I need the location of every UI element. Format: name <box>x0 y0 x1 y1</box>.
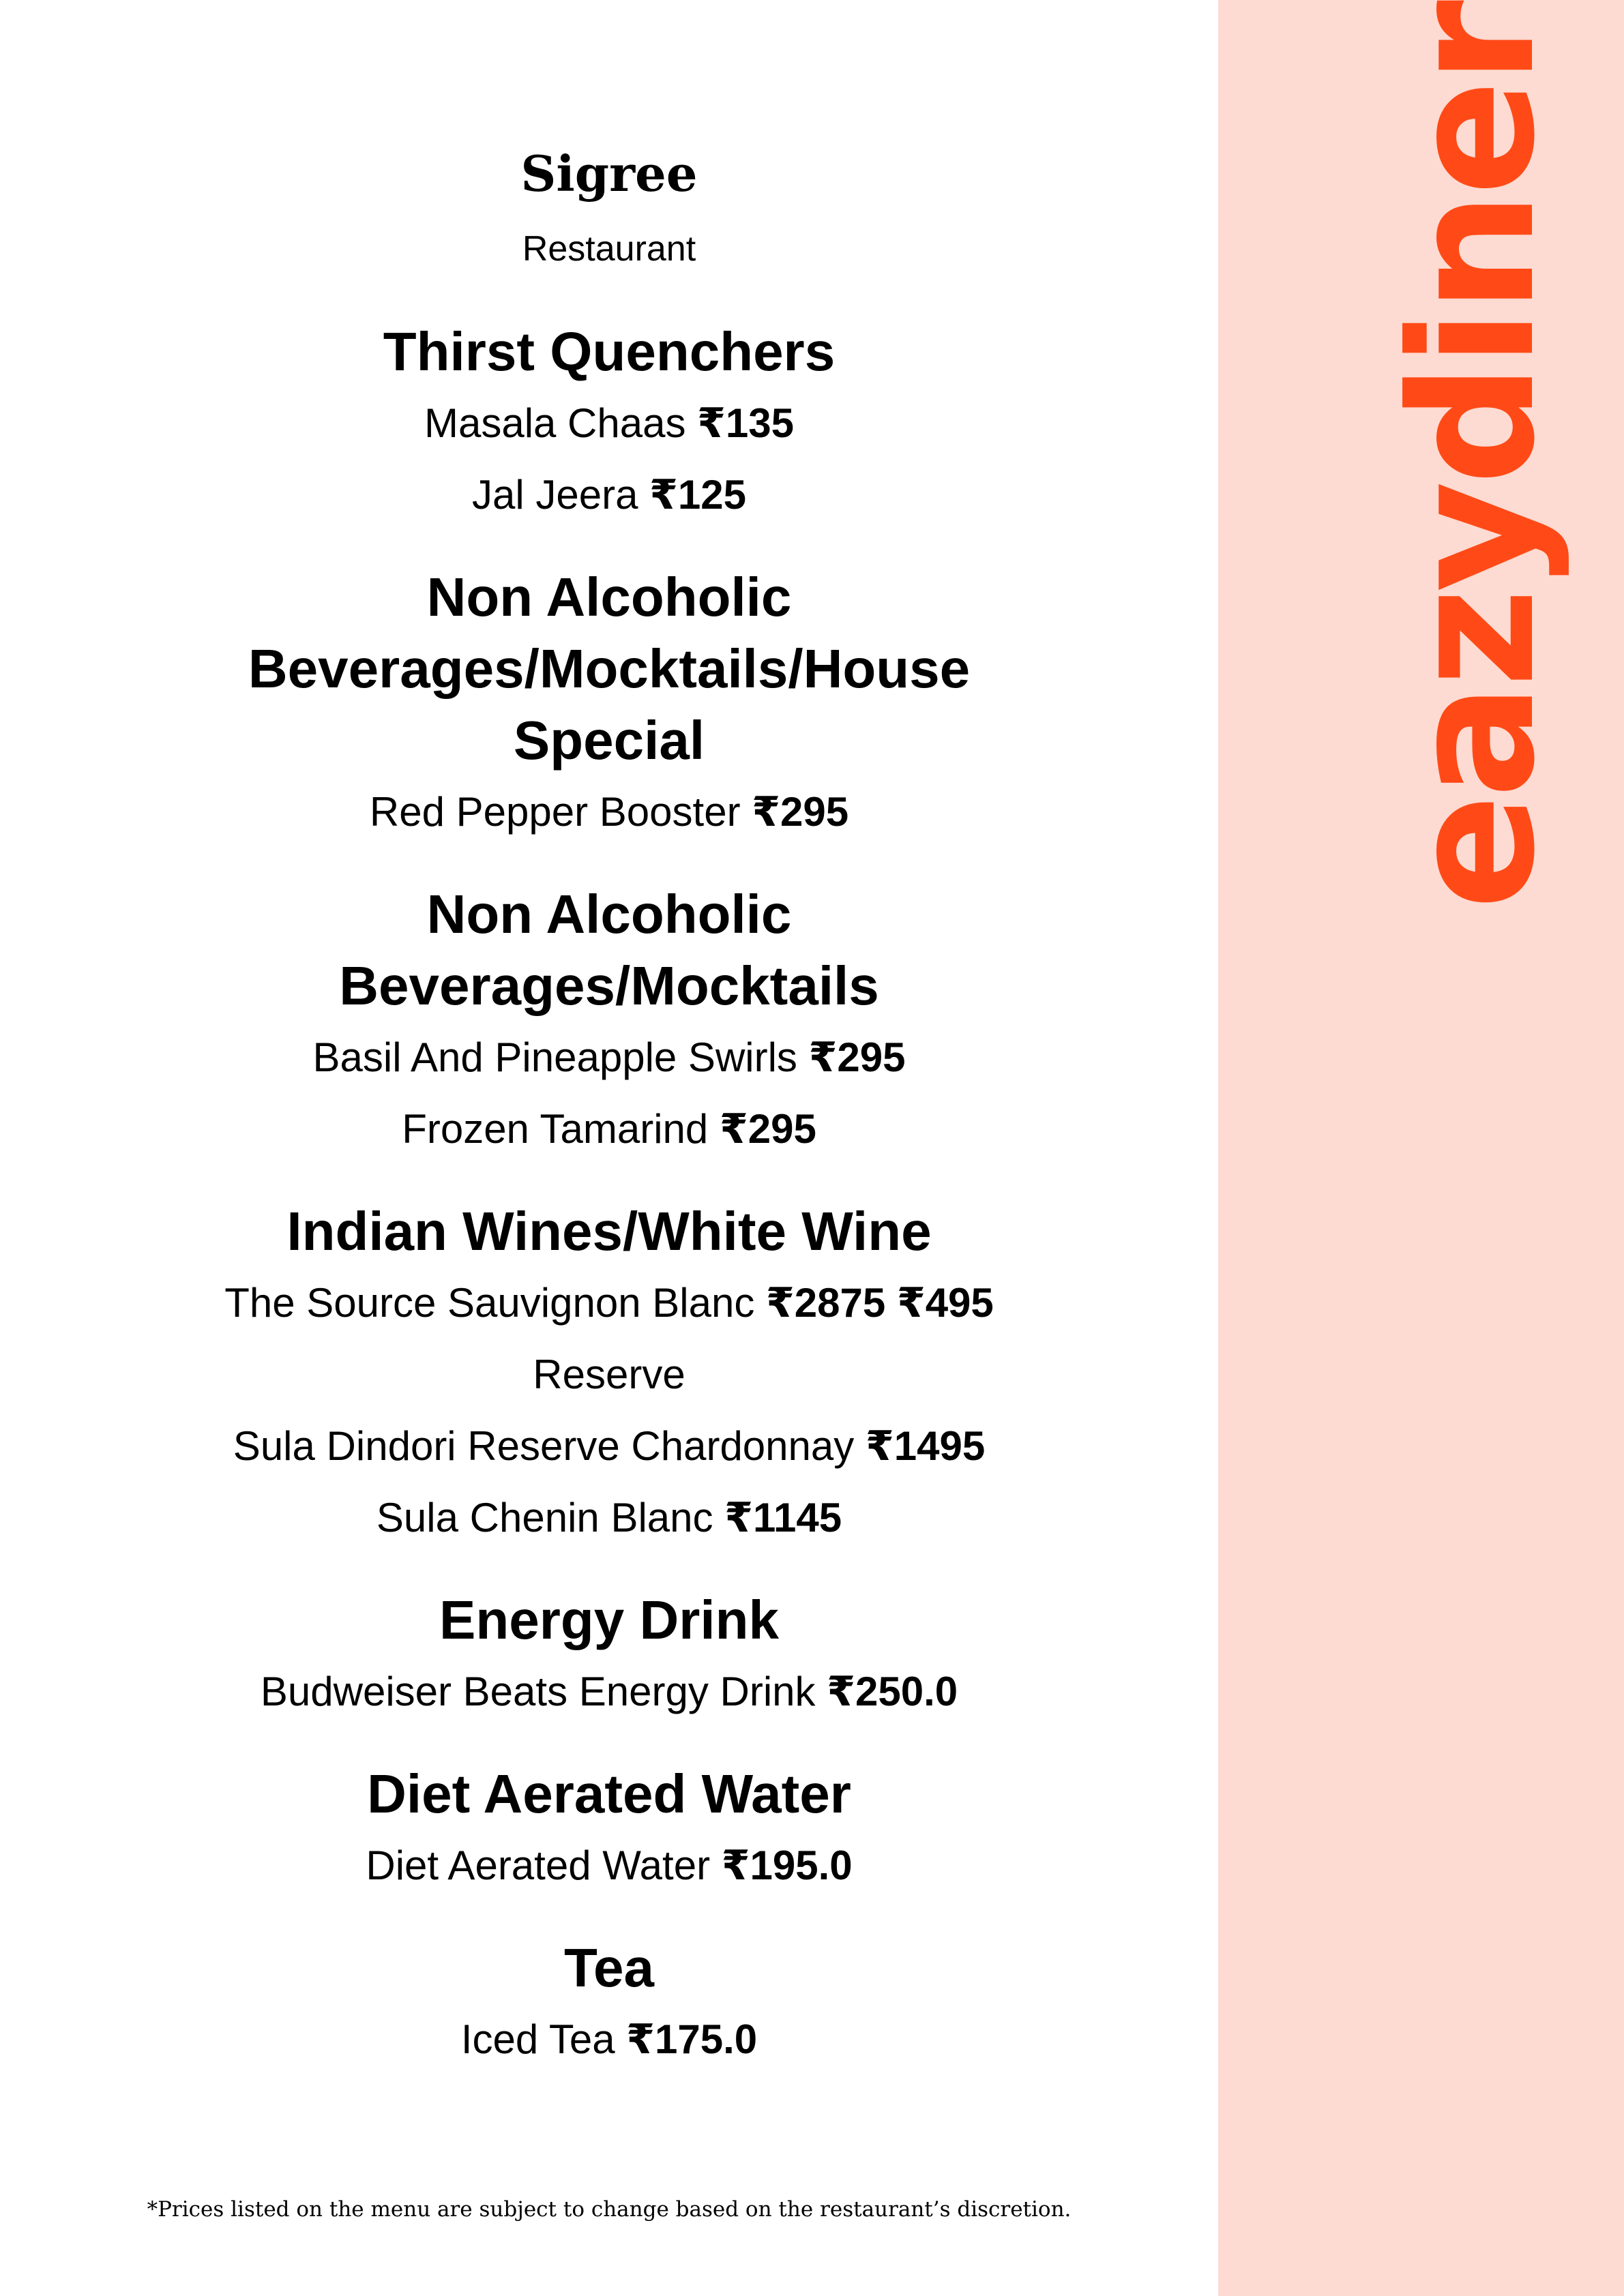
section-heading: Indian Wines/White Wine <box>286 1201 932 1262</box>
item-name: Budweiser Beats Energy Drink <box>260 1669 816 1714</box>
section-heading: Thirst Quenchers <box>383 321 836 382</box>
menu-item <box>0 1267 1218 1339</box>
menu-item <box>0 2003 1218 2075</box>
menu-item <box>0 387 1218 459</box>
menu-body <box>0 316 1218 2075</box>
item-price: ₹195.0 <box>721 1843 853 1888</box>
menu-section <box>0 878 1218 1165</box>
eazydiner-logo: eazydiner <box>1374 3 1572 910</box>
menu-item <box>0 1830 1218 1901</box>
menu-section <box>0 1584 1218 1727</box>
item-price: ₹2875 ₹495 <box>766 1280 994 1326</box>
item-price: ₹1145 <box>724 1495 842 1540</box>
menu-section <box>0 316 1218 531</box>
menu-item <box>0 1482 1218 1553</box>
item-name: Frozen Tamarind <box>402 1106 709 1152</box>
menu-section <box>0 1195 1218 1553</box>
item-name: Basil And Pineapple Swirls <box>312 1034 797 1080</box>
menu-item <box>0 1656 1218 1727</box>
menu-item <box>0 776 1218 848</box>
item-price: ₹250.0 <box>827 1669 958 1714</box>
section-heading: Diet Aerated Water <box>367 1763 851 1824</box>
item-price: ₹295 <box>808 1034 906 1080</box>
item-name: Masala Chaas <box>424 400 686 446</box>
item-name: Diet Aerated Water <box>366 1843 711 1888</box>
item-price: ₹135 <box>697 400 795 446</box>
item-name: Iced Tea <box>460 2016 615 2062</box>
section-heading: Energy Drink <box>439 1590 779 1650</box>
price-disclaimer: *Prices listed on the menu are subject to change based on the restaurant’s discretion. <box>147 2197 1072 2222</box>
item-name: Red Pepper Booster <box>369 789 741 835</box>
menu-section <box>0 1758 1218 1901</box>
item-name: Jal Jeera <box>472 472 638 518</box>
item-price: ₹295 <box>719 1106 816 1152</box>
item-name-continuation: Reserve <box>533 1352 685 1397</box>
item-price: ₹295 <box>752 789 849 835</box>
menu-section <box>0 561 1218 848</box>
item-price: ₹1495 <box>865 1423 986 1469</box>
item-name: Sula Dindori Reserve Chardonnay <box>233 1423 855 1469</box>
section-heading: Tea <box>564 1937 654 1998</box>
menu-item <box>0 1022 1218 1093</box>
restaurant-name: Sigree <box>520 145 698 203</box>
menu-section <box>0 1932 1218 2075</box>
item-price: ₹125 <box>649 472 746 518</box>
menu-item <box>0 459 1218 531</box>
section-heading: Non Alcoholic Beverages/Mocktails <box>339 884 879 1016</box>
item-name: Sula Chenin Blanc <box>376 1495 713 1540</box>
item-price: ₹175.0 <box>626 2016 758 2062</box>
menu-item <box>0 1410 1218 1482</box>
section-heading: Non Alcoholic Beverages/Mocktails/House Special <box>248 567 971 771</box>
restaurant-type: Restaurant <box>522 229 696 269</box>
item-name: The Source Sauvignon Blanc <box>224 1280 755 1326</box>
menu-item <box>0 1093 1218 1165</box>
